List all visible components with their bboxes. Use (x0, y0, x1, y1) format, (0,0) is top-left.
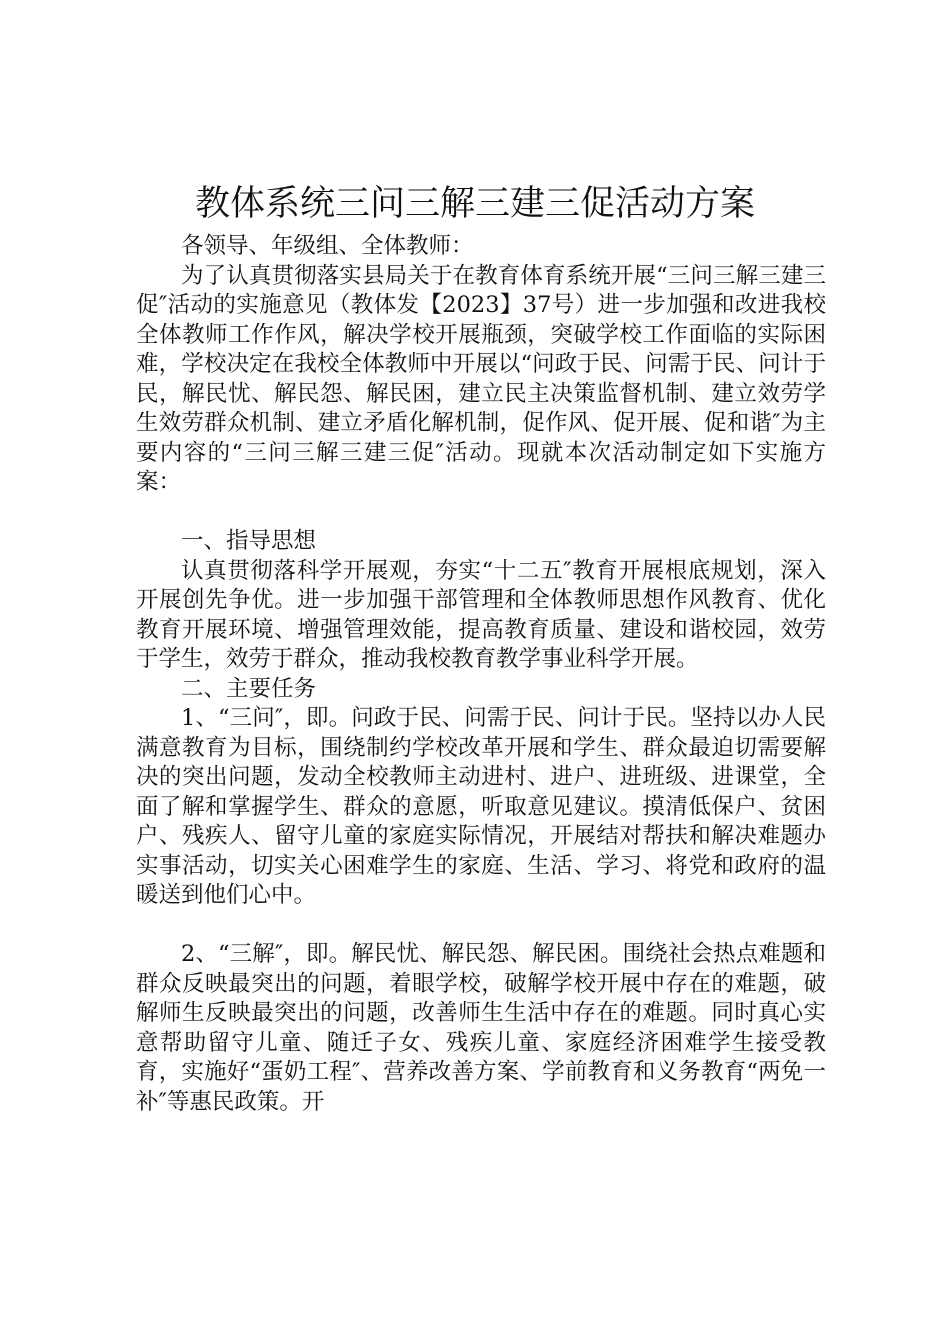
guiding-thought-paragraph: 认真贯彻落科学开展观，夯实“十二五″教育开展根底规划，深入开展创先争优。进一步加强干部管理和全体教师思想作风教育、优化教育开展环境、增强管理效能，提高教育质量、建设和谐校园，效劳于学生，效劳于群众，推动我校教育教学事业科学开展。 (136, 557, 826, 672)
task-1-paragraph: 1、“三问″，即。问政于民、问需于民、问计于民。坚持以办人民满意教育为目标，围绕制约学校改革开展和学生、群众最迫切需要解决的突出问题，发动全校教师主动进村、进户、进班级、进课堂，全面了解和掌握学生、群众的意愿，听取意见建议。摸清低保户、贫困户、残疾人、留守儿童的家庭实际情况，开展结对帮扶和解决难题办实事活动，切实关心困难学生的家庭、生活、学习、将党和政府的温暖送到他们心中。 (136, 705, 826, 908)
blank-line (136, 911, 826, 941)
task-2-paragraph: 2、“三解″，即。解民忧、解民怨、解民困。围绕社会热点难题和群众反映最突出的问题，着眼学校，破解学校开展中存在的难题，破解师生反映最突出的问题，改善师生生活中存在的难题。同时真心实意帮助留守儿童、随迁子女、残疾儿童、家庭经济困难学生接受教育，实施好“蛋奶工程″、营养改善方案、学前教育和义务教育“两免一补″等惠民政策。开 (136, 941, 826, 1115)
blank-line (136, 498, 826, 528)
document-body (136, 232, 826, 1117)
document-title: 教体系统三问三解三建三促活动方案 (194, 184, 755, 224)
intro-paragraph: 为了认真贯彻落实县局关于在教育体育系统开展“三问三解三建三促″活动的实施意见（教体发【2023】37号）进一步加强和改进我校全体教师工作作风，解决学校开展瓶颈，突破学校工作面临的实际困难，学校决定在我校全体教师中开展以“问政于民、问需于民、问计于民，解民忧、解民怨、解民困，建立民主决策监督机制、建立效劳学生效劳群众机制、建立矛盾化解机制，促作风、促开展、促和谐″为主要内容的“三问三解三建三促″活动。现就本次活动制定如下实施方案： (136, 262, 826, 495)
section-heading-main-tasks: 二、主要任务 (181, 675, 317, 702)
salutation: 各领导、年级组、全体教师： (181, 233, 474, 259)
section-heading-guiding-thought: 一、指导思想 (181, 528, 317, 554)
